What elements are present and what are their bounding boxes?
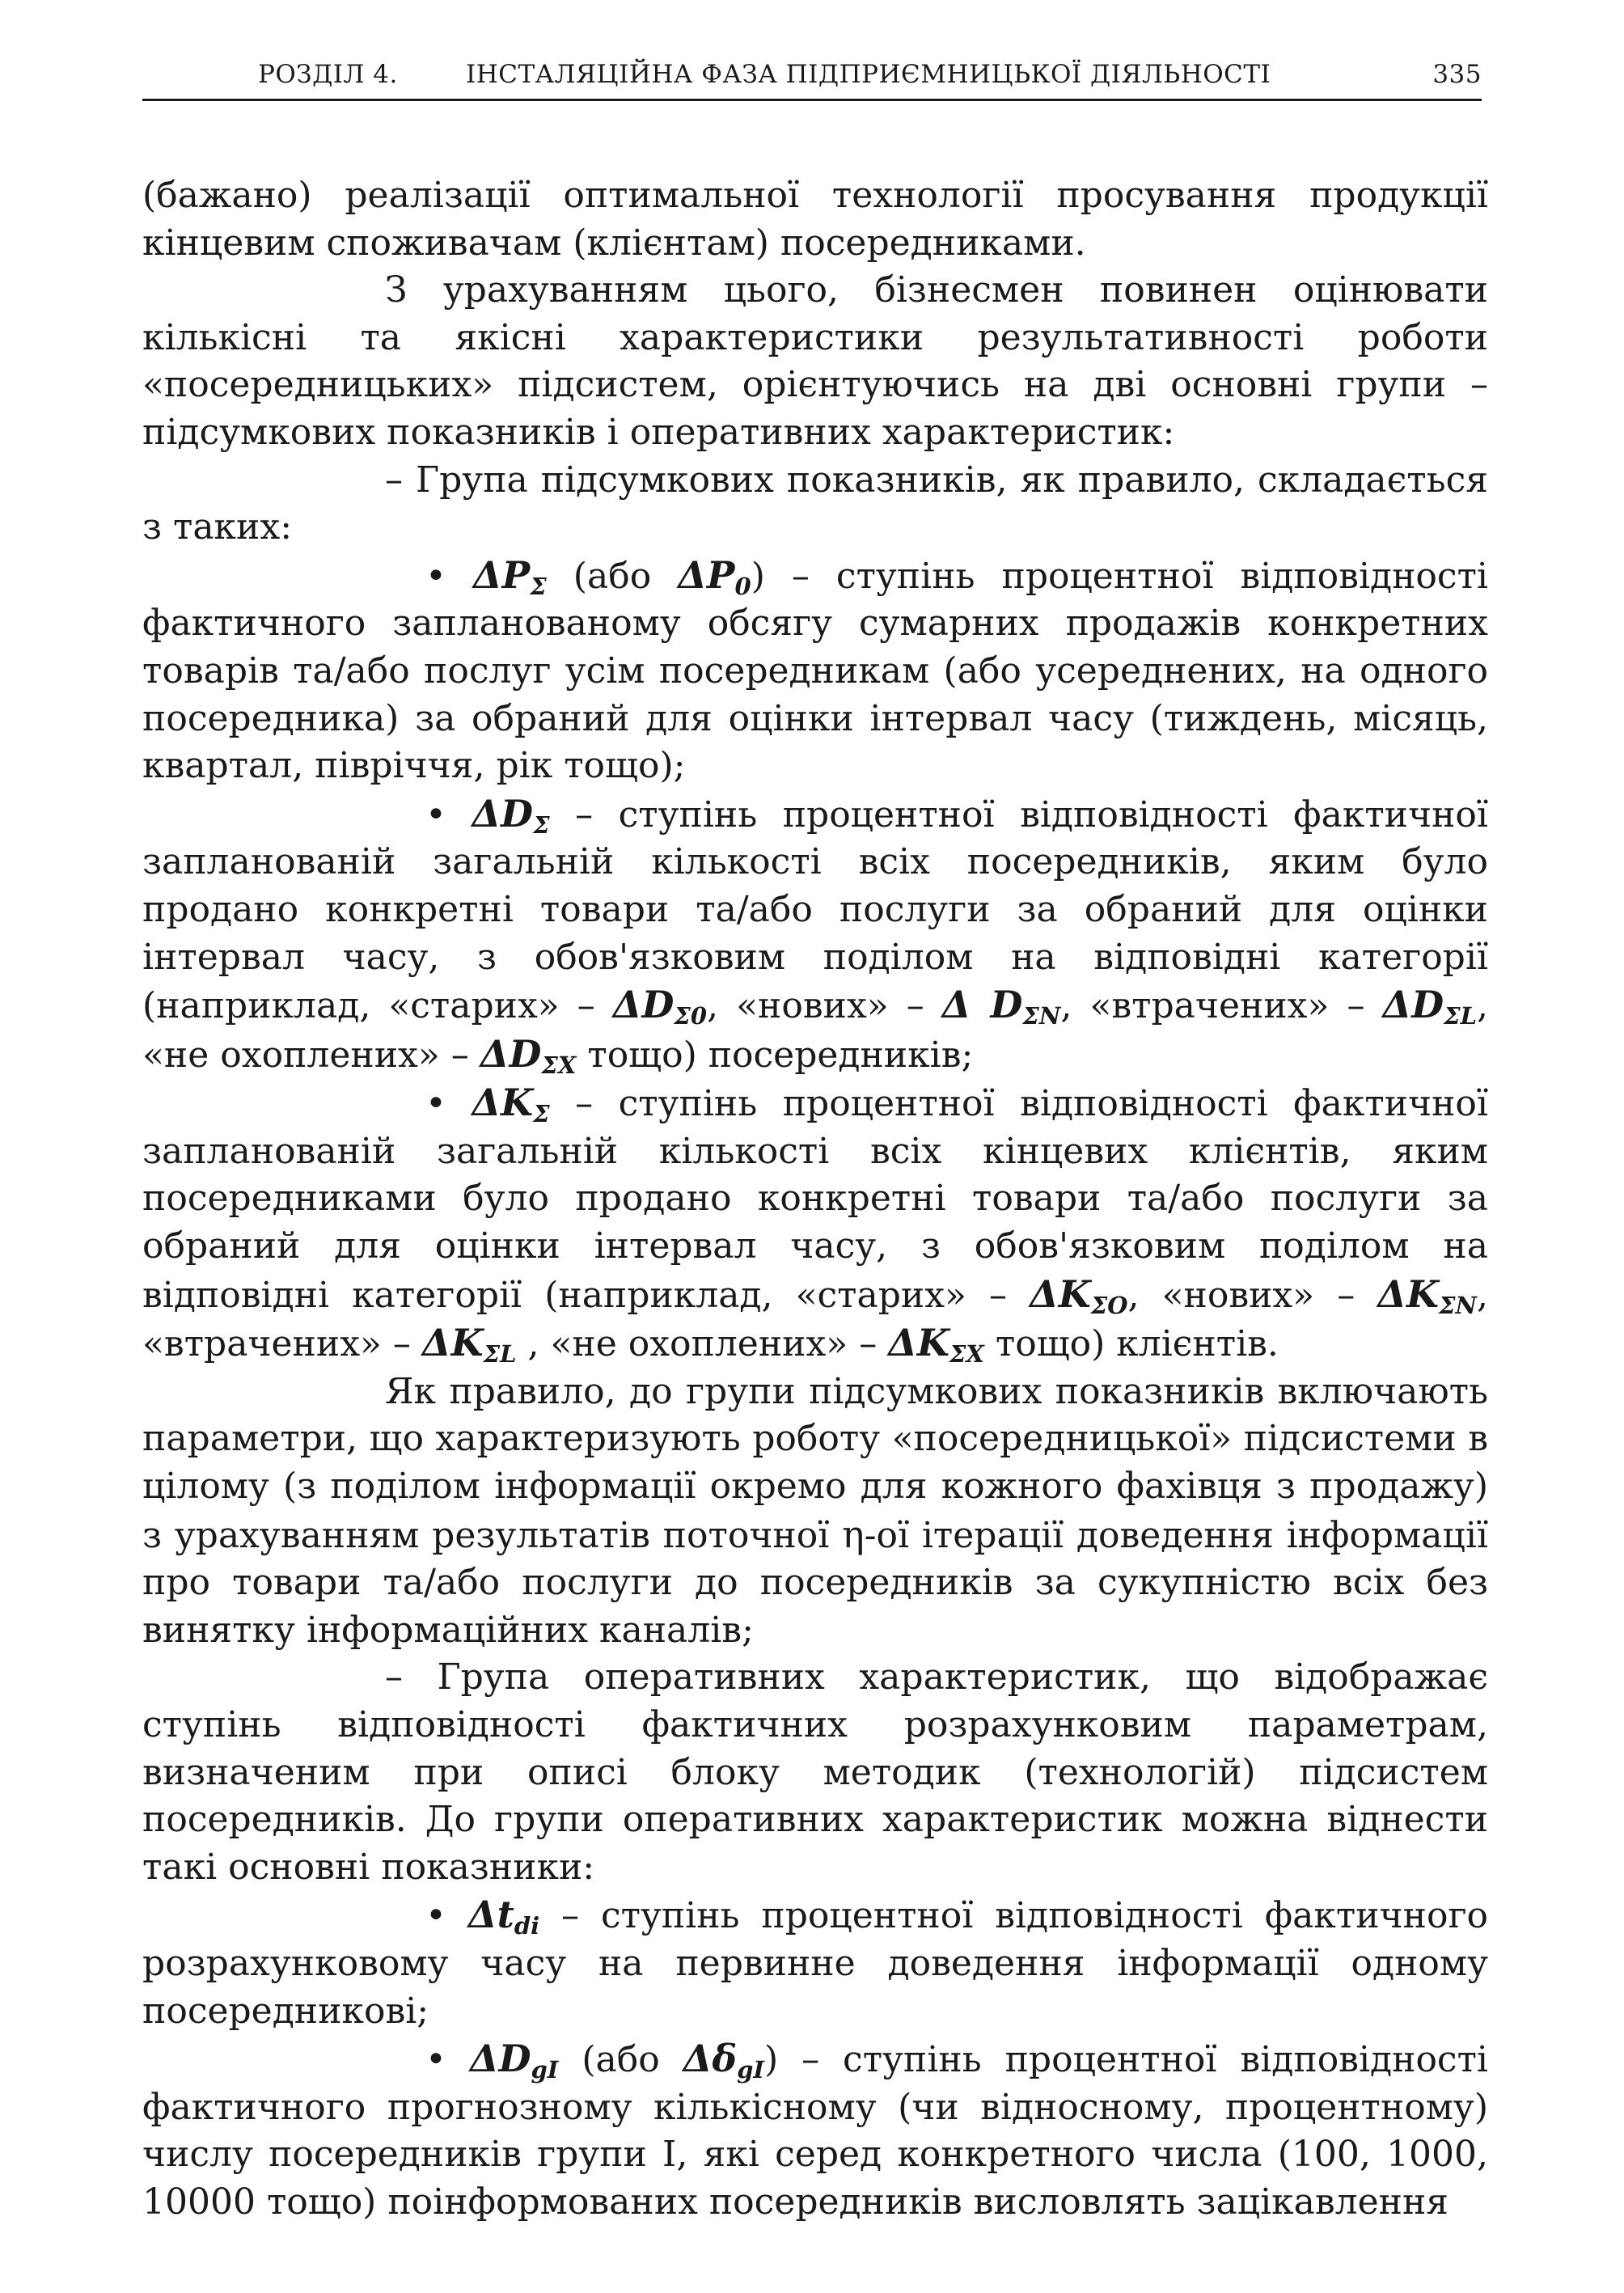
formula-delta-t-di: $\Delta t_{di}$: [467, 1893, 540, 1940]
formula-delta-d-new: Δ $D_{\Sigma N}$: [941, 983, 1061, 1030]
formula-delta-k-new: $\Delta K_{\Sigma N}$: [1377, 1271, 1477, 1319]
page-number: 335: [1432, 60, 1482, 89]
body-text: [142, 172, 1488, 2227]
bullet-marker: •: [425, 1895, 446, 1937]
chapter-label: РОЗДІЛ 4.: [258, 60, 398, 89]
paragraph-continuation: (бажано) реалізації оптимальної технології просування продукції кінцевим споживачам (клієнтам) посередниками.: [142, 175, 1488, 264]
formula-delta-k-lost: $\Delta K_{\Sigma L}$: [421, 1321, 517, 1369]
formula-delta-k-old: $\Delta K_{\Sigma O}$: [1030, 1271, 1128, 1319]
bullet-item-delta-t: • $\Delta t_{di}$ – ступінь процентної відповідності фактичного розрахунковому часу на первинне доведення інформації одному посередникові;: [142, 1893, 1488, 2032]
formula-delta-d-sigma: $\Delta D_\Sigma$: [472, 791, 550, 839]
formula-delta-k-uncovered: $\Delta K_{\Sigma X}$: [888, 1321, 984, 1369]
bullet-marker: •: [425, 1083, 446, 1125]
bullet-item-delta-d: • $\Delta D_\Sigma$ – ступінь процентної відповідності фактичної запланованій загальній кількості всіх посередників, яким було продано конкретні товари та/або послуги за обраний для оцінки інтервал часу, з обов'язковим поділом на відповідні категорії (наприклад, «старих» – $\Delta D_{\Sigma 0}$, «нових» – Δ $D_{\Sigma N}$, «втрачених» – $\Delta D_{\Sigma L}$, «не охоплених» – $\Delta D_{\Sigma X}$ тощо) посередників;: [142, 791, 1488, 1079]
formula-delta-p-sigma: $\Delta P_\Sigma$: [472, 552, 547, 600]
bullet-marker: •: [425, 2039, 446, 2081]
formula-delta-d-lost: $\Delta D_{\Sigma L}$: [1382, 983, 1477, 1030]
bullet-marker: •: [425, 793, 446, 836]
bullet-item-delta-dg: • $\Delta D_{gI}$ (або $\Delta\delta_{gI}$) – ступінь процентної відповідності фактичного прогнозному кількісному (чи відносному, процентному) числу посередників групи І, які серед конкретного числа (100, 1000, 10000 тощо) поінформованих посередників висловлять зацікавлення: [142, 2037, 1488, 2223]
formula-eta: η: [842, 1512, 865, 1556]
group-summary-heading: – Група підсумкових показників, як правило, складається з таких:: [142, 459, 1488, 548]
formula-delta-d-gi: $\Delta D_{gI}$: [469, 2037, 559, 2084]
chapter-title: ІНСТАЛЯЦІЙНА ФАЗА ПІДПРИЄМНИЦЬКОЇ ДІЯЛЬНОСТІ: [466, 60, 1271, 89]
formula-delta-d-old: $\Delta D_{\Sigma 0}$: [612, 983, 708, 1030]
group-operational-heading: – Група оперативних характеристик, що відображає ступінь відповідності фактичних розрахунковим параметрам, визначеним при описі блоку методик (технологій) підсистем посередників. До групи оперативних характеристик можна віднести такі основні показники:: [142, 1656, 1488, 1888]
paragraph-intro: З урахуванням цього, бізнесмен повинен оцінювати кількісні та якісні характеристики результативності роботи «посередницьких» підсистем, орієнтуючись на дві основні групи – підсумкових показників і оперативних характеристик:: [142, 269, 1488, 453]
formula-delta-delta-gi: $\Delta\delta_{gI}$: [683, 2037, 764, 2084]
bullet-marker: •: [425, 555, 446, 597]
running-header: [142, 53, 1482, 101]
formula-delta-k-sigma: $\Delta K_\Sigma$: [472, 1081, 550, 1128]
bullet-item-delta-p: • $\Delta P_\Sigma$ (або $\Delta P_0$) – ступінь процентної відповідності фактичного запланованому обсягу сумарних продажів конкретних товарів та/або послуг усім посередникам (або усереднених, на одного посередника) за обраний для оцінки інтервал часу (тиждень, місяць, квартал, півріччя, рік тощо);: [142, 552, 1488, 787]
formula-delta-p-0: $\Delta P_0$: [678, 552, 751, 600]
formula-delta-d-uncovered: $\Delta D_{\Sigma X}$: [480, 1031, 577, 1079]
paragraph-summary-parameters: Як правило, до групи підсумкових показників включають параметри, що характеризують роботу «посередницької» підсистеми в цілому (з поділом інформації окремо для кожного фахівця з продажу) з урахуванням результатів поточної η-ої ітерації доведення інформації про товари та/або послуги до посередників за сукупністю всіх без винятку інформаційних каналів;: [142, 1370, 1488, 1651]
bullet-item-delta-k: • $\Delta K_\Sigma$ – ступінь процентної відповідності фактичної запланованій загальній кількості всіх кінцевих клієнтів, яким посередниками було продано конкретні товари та/або послуги за обраний для оцінки інтервал часу, з обов'язковим поділом на відповідні категорії (наприклад, «старих» – $\Delta K_{\Sigma O}$, «нових» – $\Delta K_{\Sigma N}$, «втрачених» – $\Delta K_{\Sigma L}$ , «не охоплених» – $\Delta K_{\Sigma X}$ тощо) клієнтів.: [142, 1081, 1488, 1369]
